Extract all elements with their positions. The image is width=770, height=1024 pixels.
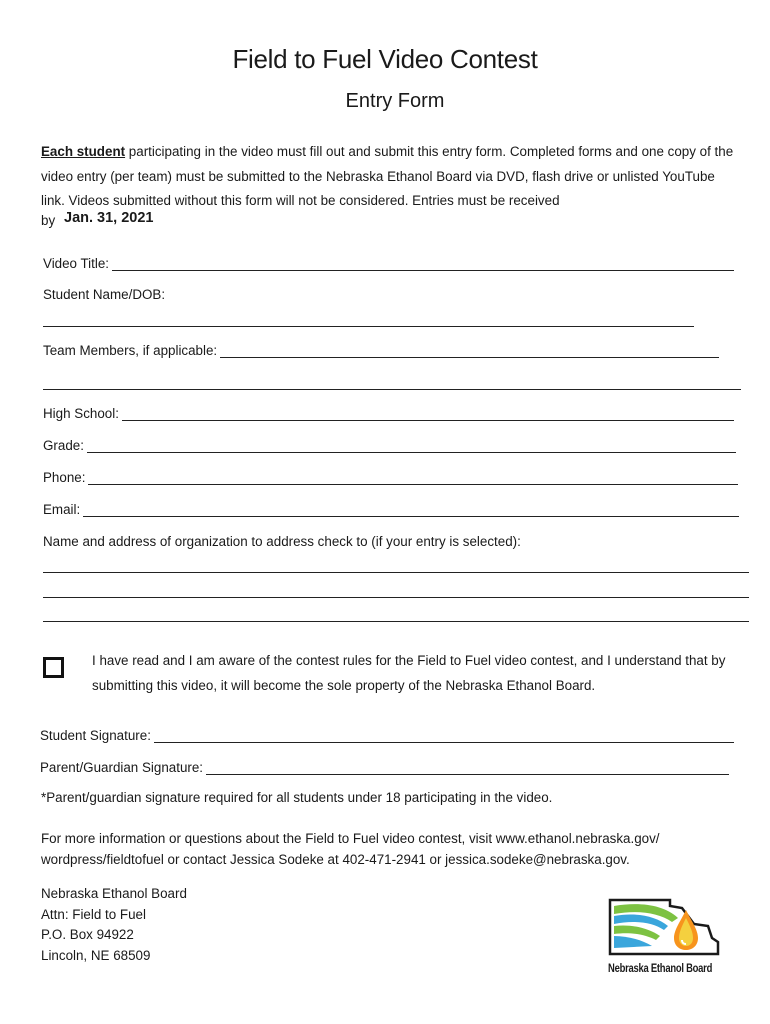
address-line-2: Attn: Field to Fuel [41,906,146,922]
form-title: Field to Fuel Video Contest [232,44,538,74]
student-signature-line[interactable] [154,730,734,743]
phone-field[interactable] [43,470,738,485]
student-signature-label: Student Signature: [40,728,151,743]
parent-signature-line[interactable] [206,762,729,775]
student-name-line[interactable] [43,326,694,327]
intro-paragraph [41,140,741,214]
address-line-3: P.O. Box 94922 [41,927,134,942]
parent-signature-field[interactable] [40,760,729,775]
grade-field[interactable] [43,438,736,453]
intro-body: participating in the video must fill out and submit this entry form. Completed forms and one copy of the video entry (per team) must be submitted to the Nebraska Ethanol Board via DVD, flash drive or unlisted YouTube link. Videos submitted without this form will not be considered. Entries must be received [41,144,734,208]
parent-signature-note: *Parent/guardian signature required for all students under 18 participating in the video. [41,790,553,805]
intro-by: by [41,213,56,228]
organization-label: Name and address of organization to address check to (if your entry is selected): [43,534,521,549]
organization-line-2[interactable] [43,597,749,598]
address-line-1: Nebraska Ethanol Board [41,886,187,901]
high-school-field[interactable] [43,406,734,421]
video-title-label: Video Title: [43,256,110,271]
video-title-line[interactable] [112,258,734,271]
phone-label: Phone: [43,470,86,485]
grade-label: Grade: [43,438,84,453]
email-field[interactable] [43,502,739,517]
mailing-address [41,884,187,966]
organization-line-3[interactable] [43,621,749,622]
logo-text: Nebraska Ethanol Board [608,963,713,975]
team-members-field[interactable] [43,343,719,358]
contact-info: For more information or questions about the Field to Fuel video contest, visit www.ethanol.nebraska.gov/ wordpress/fieldtofuel or contact Jessica Sodeke at 402-471-2941 or jessica.sodeke@nebraska.gov. [41,831,660,867]
email-label: Email: [43,502,81,517]
address-line-4: Lincoln, NE 68509 [41,947,151,963]
acknowledgement-text: I have read and I am aware of the contest rules for the Field to Fuel video contest, and I understand that by submitting this video, it will become the sole property of the Nebraska Ethanol Board. [92,653,726,693]
email-line[interactable] [83,504,739,517]
student-name-field [43,287,165,302]
organization-line-1[interactable] [43,572,749,573]
grade-line[interactable] [87,440,736,453]
team-members-line[interactable] [220,345,719,358]
organization-field [43,534,521,549]
team-members-label: Team Members, if applicable: [43,343,218,358]
student-name-label: Student Name/DOB: [43,287,166,302]
student-signature-field[interactable] [40,728,734,743]
team-members-line-2[interactable] [43,389,741,390]
high-school-label: High School: [43,406,119,421]
high-school-line[interactable] [122,408,734,421]
deadline-date: Jan. 31, 2021 [64,210,154,226]
acknowledgement-checkbox[interactable] [43,657,64,678]
video-title-field[interactable] [43,256,734,271]
form-subtitle: Entry Form [345,90,445,112]
phone-line[interactable] [88,472,738,485]
intro-lead: Each student [41,144,126,159]
nebraska-ethanol-board-logo [608,896,722,958]
parent-signature-label: Parent/Guardian Signature: [40,760,204,775]
